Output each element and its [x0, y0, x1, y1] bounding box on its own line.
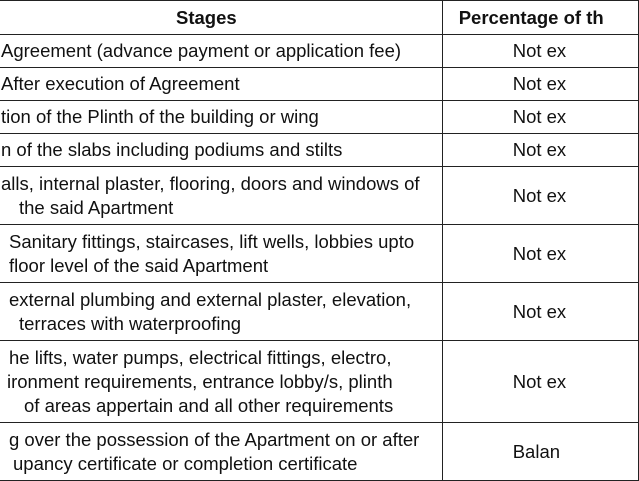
table-row — [0, 134, 639, 167]
stage-line: ironment requirements, entrance lobby/s, plinth — [7, 370, 393, 392]
stage-line: floor level of the said Apartment — [9, 254, 269, 276]
stage-line: Agreement (advance payment or application fee) — [1, 40, 402, 61]
table-row — [0, 423, 639, 481]
stage-line: of areas appertain and all other requirements — [24, 394, 394, 416]
stage-line: tion of the Plinth of the building or wing — [1, 106, 319, 127]
table-row — [0, 68, 639, 101]
stage-cell — [0, 341, 442, 423]
stage-cell — [0, 283, 442, 341]
stage-line: external plumbing and external plaster, elevation, — [9, 288, 412, 310]
stage-line: terraces with waterproofing — [19, 312, 242, 334]
stage-cell — [0, 101, 442, 134]
stage-cell — [0, 167, 442, 225]
table-row — [0, 341, 639, 423]
stage-line: g over the possession of the Apartment on or after — [9, 428, 420, 450]
percentage-cell: Not ex — [442, 101, 638, 134]
percentage-cell: Not ex — [442, 68, 638, 101]
header-stages: Stages — [0, 1, 442, 35]
stage-line: alls, internal plaster, flooring, doors and windows of — [1, 172, 420, 194]
stage-line: After execution of Agreement — [1, 73, 240, 94]
table-row — [0, 35, 639, 68]
stage-line: n of the slabs including podiums and stilts — [1, 139, 343, 160]
stage-cell — [0, 35, 442, 68]
stage-cell — [0, 225, 442, 283]
stage-line: the said Apartment — [19, 196, 174, 218]
stage-line: upancy certificate or completion certificate — [13, 452, 358, 474]
percentage-cell: Not ex — [442, 341, 638, 423]
header-percentage: Percentage of th — [442, 1, 638, 35]
stage-cell — [0, 134, 442, 167]
percentage-cell: Not ex — [442, 167, 638, 225]
percentage-cell: Not ex — [442, 35, 638, 68]
percentage-cell: Balan — [442, 423, 638, 481]
percentage-cell: Not ex — [442, 225, 638, 283]
table-row — [0, 283, 639, 341]
stage-line: he lifts, water pumps, electrical fittings, electro, — [9, 346, 392, 368]
table-row — [0, 225, 639, 283]
percentage-cell: Not ex — [442, 134, 638, 167]
stage-cell — [0, 423, 442, 481]
table-header-row — [0, 1, 639, 35]
stage-line: Sanitary fittings, staircases, lift wells, lobbies upto — [9, 230, 415, 252]
table-row — [0, 167, 639, 225]
stage-cell — [0, 68, 442, 101]
table-row — [0, 101, 639, 134]
percentage-cell: Not ex — [442, 283, 638, 341]
